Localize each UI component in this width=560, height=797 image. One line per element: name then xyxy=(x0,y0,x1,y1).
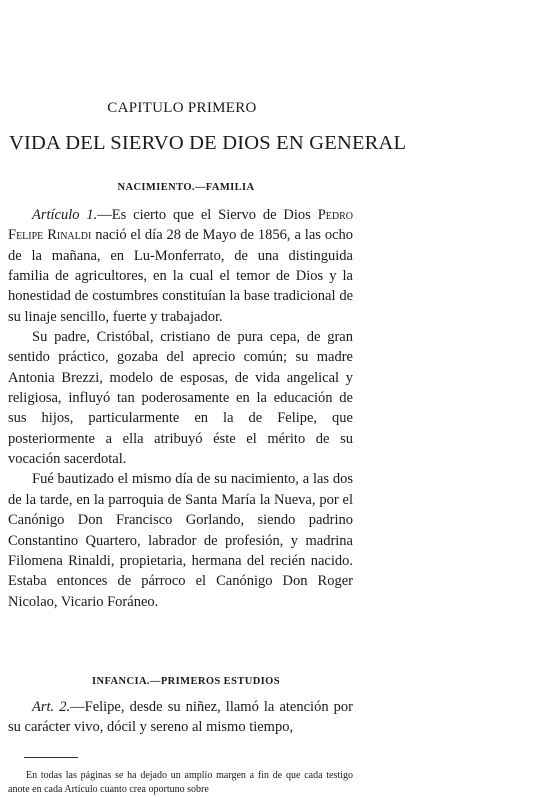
paragraph-baptism: Fué bautizado el mismo día de su nacimiento, a las dos de la tarde, en la parroquia de Santa María la Nueva, por el Canónigo Don Francisco Gorlando, siendo padrino Constantino Quartero, labrador de profesión, y madrina Filomena Rinaldi, propietaria, hermana del recién nacido. Estaba entonces de párroco el Canónigo Don Roger Nicolao, Vicario Foráneo. xyxy=(8,471,353,610)
article-text-rest: nació el día 28 de Mayo de 1856, a las ocho de la mañana, en Lu-Monferrato, de una distinguida familia de agricultores, en la cual el temor de Dios y la honestidad de costumbres constituían la base tradicional de su linaje sencillo, fuerte y trabajador. xyxy=(8,227,353,325)
article-text-lead: —Es cierto que el Siervo de Dios xyxy=(97,207,318,223)
paragraph-article-2 xyxy=(8,697,353,738)
section-body-birth-family xyxy=(8,205,353,612)
servant-name: Pedro Felipe Rinaldi xyxy=(8,207,353,244)
paragraph-article-1 xyxy=(8,205,353,327)
footnote-text: En todas las páginas se ha dejado un amplio margen a fin de que cada testigo anote en cada Artículo cuanto crea oportuno sobre xyxy=(8,770,353,795)
chapter-heading: CAPITULO PRIMERO xyxy=(107,100,257,116)
section-heading-birth-family: NACIMIENTO.—FAMILIA xyxy=(117,182,255,193)
footnote-divider xyxy=(24,757,78,758)
article-label: Art. 2. xyxy=(32,699,71,715)
footnote xyxy=(8,769,353,797)
paragraph-parents: Su padre, Cristóbal, cristiano de pura cepa, de gran sentido práctico, gozaba del aprecio común; su madre Antonia Brezzi, modelo de esposas, de vida angelical y religiosa, influyó tan poderosamente en la educación de sus hijos, particularmente en la de Felipe, que posteriormente a ella atribuyó éste el mérito de su vocación sacerdotal. xyxy=(8,329,353,468)
section-heading-childhood-studies: INFANCIA.—PRIMEROS ESTUDIOS xyxy=(92,676,280,687)
article-text: —Felipe, desde su niñez, llamó la atención por su carácter vivo, dócil y sereno al mismo tiempo, xyxy=(8,699,353,736)
article-label: Artículo 1. xyxy=(32,207,98,223)
section-body-childhood-studies xyxy=(8,697,353,738)
page-title: VIDA DEL SIERVO DE DIOS EN GENERAL xyxy=(9,132,407,154)
